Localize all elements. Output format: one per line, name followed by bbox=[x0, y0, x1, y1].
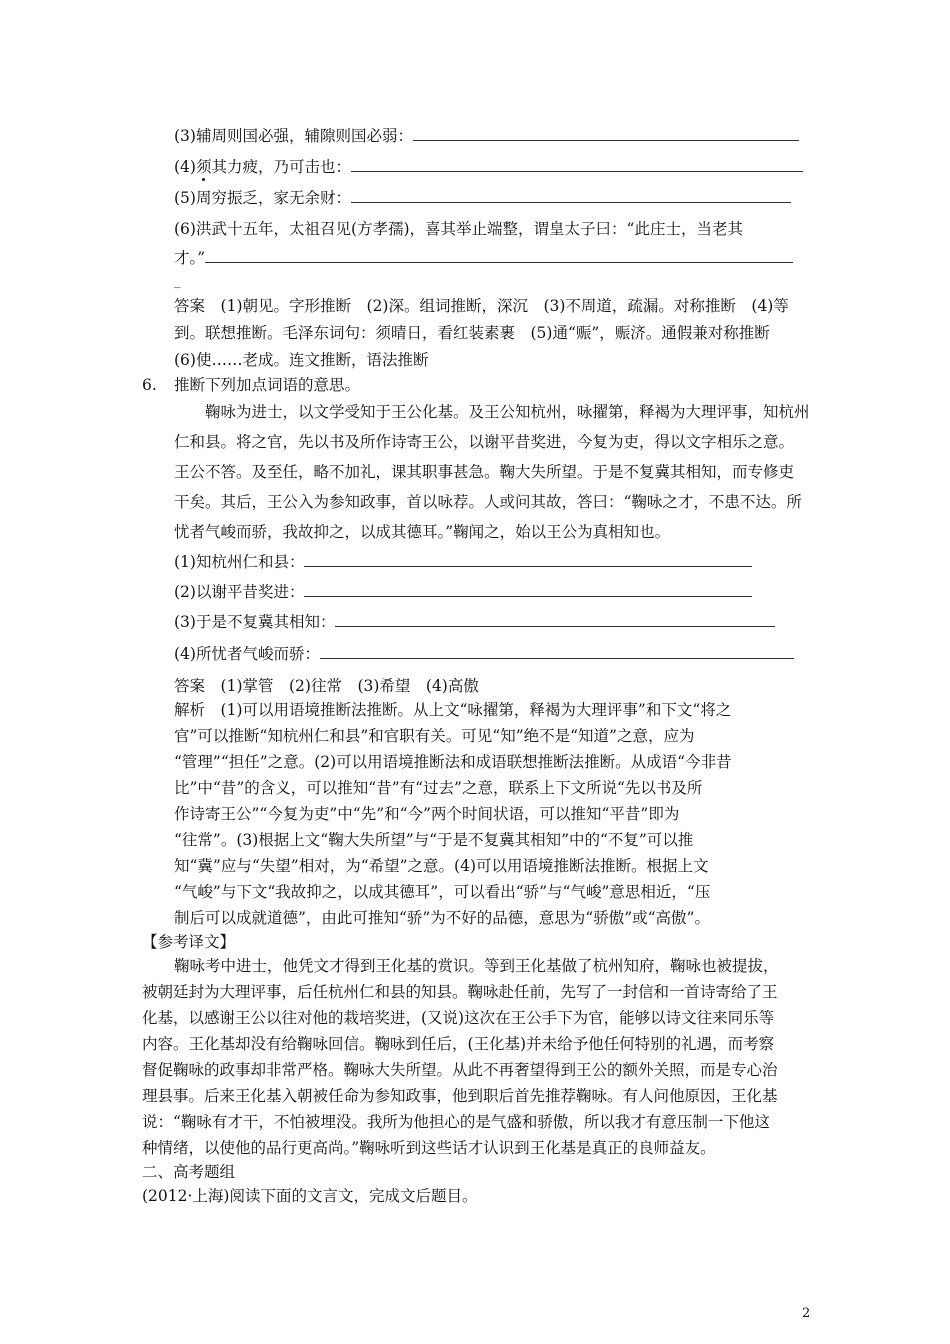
q5-item-6-line1: (6)洪武十五年，太祖召见(方孝孺)，喜其举止端整，谓皇太子曰：“此庄士，当老其 bbox=[174, 220, 743, 238]
q5-item-5: (5)周穷振乏，家无余财： bbox=[174, 188, 791, 208]
q6-analysis-line: “管理”“担任”之意。(2)可以用语境推断法和成语联想推断法推断。从成语“今非昔 bbox=[174, 753, 732, 771]
translation-line: 内容。王化基却没有给鞠咏回信。鞠咏到任后，(王化基)并未给予他任何特别的礼遇，而考察 bbox=[142, 1035, 775, 1053]
q6-passage-line: 鞠咏为进士，以文学受知于王公化基。及王公知杭州，咏擢第，释褐为大理评事，知杭州 bbox=[205, 403, 810, 421]
q6-prompt: 推断下列加点词语的意思。 bbox=[174, 376, 361, 394]
answer-blank[interactable] bbox=[304, 584, 752, 597]
q6-item-3: (3)于是不复冀其相知： bbox=[174, 612, 775, 632]
answer-blank[interactable] bbox=[351, 159, 803, 172]
q5-answer-line2: 到。联想推断。毛泽东词句：须晴日，看红装素裹 (5)通“赈”，赈济。通假兼对称推断 bbox=[174, 324, 770, 342]
q6-analysis-line: 解析 (1)可以用语境推断法推断。从上文“咏擢第，释褐为大理评事”和下文“将之 bbox=[174, 701, 732, 719]
analysis-label: 解析 bbox=[174, 701, 206, 719]
answer-blank[interactable] bbox=[304, 554, 752, 567]
dotted-word: 须 bbox=[195, 158, 212, 176]
q5-answer-line1: 答案 (1)朝见。字形推断 (2)深。组词推断，深沉 (3)不周道，疏漏。对称推断 (4)等 bbox=[174, 297, 789, 315]
q6-item-1: (1)知杭州仁和县： bbox=[174, 552, 752, 572]
q6-item-4: (4)所忧者气峻而骄： bbox=[174, 644, 794, 664]
stray-mark: _ bbox=[174, 274, 181, 289]
answer-label: 答案 bbox=[174, 297, 206, 315]
q5-item-3: (3)辅周则国必强，辅隙则国必弱： bbox=[174, 126, 799, 146]
q6-analysis-line: 官”可以推断“知杭州仁和县”和官职有关。可见“知”绝不是“知道”之意，应为 bbox=[174, 727, 695, 745]
q6-analysis-line: 比”中“昔”的含义，可以推知“昔”有“过去”之意，联系上下文所说“先以书及所 bbox=[174, 779, 703, 797]
q6-passage-line: 忧者气峻而骄，我故抑之，以成其德耳。”鞠闻之，始以王公为真相知也。 bbox=[174, 523, 671, 541]
q6-item-2: (2)以谢平昔奖进： bbox=[174, 582, 752, 602]
page-number: 2 bbox=[802, 1306, 811, 1321]
translation-line: 化基，以感谢王公以往对他的栽培奖进，(又说)这次在王公手下为官，能够以诗文往来同乐等 bbox=[142, 1009, 775, 1027]
q6-passage-line: 干矣。其后，王公入为参知政事，首以咏荐。人或问其故，答曰：“鞠咏之才，不患不达。所 bbox=[174, 493, 802, 511]
translation-line: 理县事。后来王化基入朝被任命为参知政事，他到职后首先推荐鞠咏。有人问他原因，王化基 bbox=[142, 1087, 778, 1105]
answer-blank[interactable] bbox=[320, 646, 794, 659]
answer-blank[interactable] bbox=[351, 190, 791, 203]
q6-passage-line: 王公不答。及至任，略不加礼，课其职事甚急。鞠大失所望。于是不复冀其相知，而专修吏 bbox=[174, 463, 795, 481]
answer-blank[interactable] bbox=[205, 250, 793, 263]
translation-heading: 【参考译文】 bbox=[142, 933, 236, 951]
q6-analysis-line: 知“冀”应与“失望”相对，为“希望”之意。(4)可以用语境推断法推断。根据上文 bbox=[174, 857, 709, 875]
translation-line: 鞠咏考中进士，他凭文才得到王化基的赏识。等到王化基做了杭州知府，鞠咏也被提拔， bbox=[174, 957, 779, 975]
q6-number: 6. bbox=[142, 376, 157, 394]
answer-label: 答案 bbox=[174, 677, 206, 695]
translation-line: 种情绪，以使他的品行更高尚。”鞠咏听到这些话才认识到王化基是真正的良师益友。 bbox=[142, 1139, 716, 1157]
section-heading: 二、高考题组 bbox=[142, 1163, 236, 1181]
answer-blank[interactable] bbox=[335, 614, 775, 627]
q6-analysis-line: “往常”。(3)根据上文“鞠大失所望”与“于是不复冀其相知”中的“不复”可以推 bbox=[174, 831, 694, 849]
q5-answer-line3: (6)使……老成。连文推断，语法推断 bbox=[174, 351, 429, 369]
q6-analysis-line: “气峻”与下文“我故抑之，以成其德耳”，可以看出“骄”与“气峻”意思相近，“压 bbox=[174, 883, 711, 901]
translation-line: 说：“鞠咏有才干，不怕被埋没。我所为他担心的是气盛和骄傲，所以我才有意压制一下他这 bbox=[142, 1113, 770, 1131]
answer-blank[interactable] bbox=[413, 128, 799, 141]
translation-line: 督促鞠咏的政事却非常严格。鞠咏大失所望。从此不再奢望得到王公的额外关照，而是专心治 bbox=[142, 1061, 778, 1079]
q6-analysis-line: 作诗寄王公”“今复为吏”中“先”和“今”两个时间状语，可以推知“平昔”即为 bbox=[174, 805, 680, 823]
translation-line: 被朝廷封为大理评事，后任杭州仁和县的知县。鞠咏赴任前，先写了一封信和一首诗寄给了王 bbox=[142, 983, 778, 1001]
q6-answer: 答案 (1)掌管 (2)往常 (3)希望 (4)高傲 bbox=[174, 677, 479, 695]
q6-passage-line: 仁和县。将之官，先以书及所作诗寄王公，以谢平昔奖进，今复为吏，得以文字相乐之意。 bbox=[174, 433, 795, 451]
q5-item-4: (4)须其力疲，乃可击也： bbox=[174, 157, 803, 177]
q5-item-6-line2: 才。” bbox=[174, 248, 793, 268]
q6-analysis-line: 制后可以成就道德”，由此可推知“骄”为不好的品德，意思为“骄傲”或“高傲”。 bbox=[174, 909, 710, 927]
section-intro: (2012·上海)阅读下面的文言文，完成文后题目。 bbox=[142, 1187, 478, 1205]
